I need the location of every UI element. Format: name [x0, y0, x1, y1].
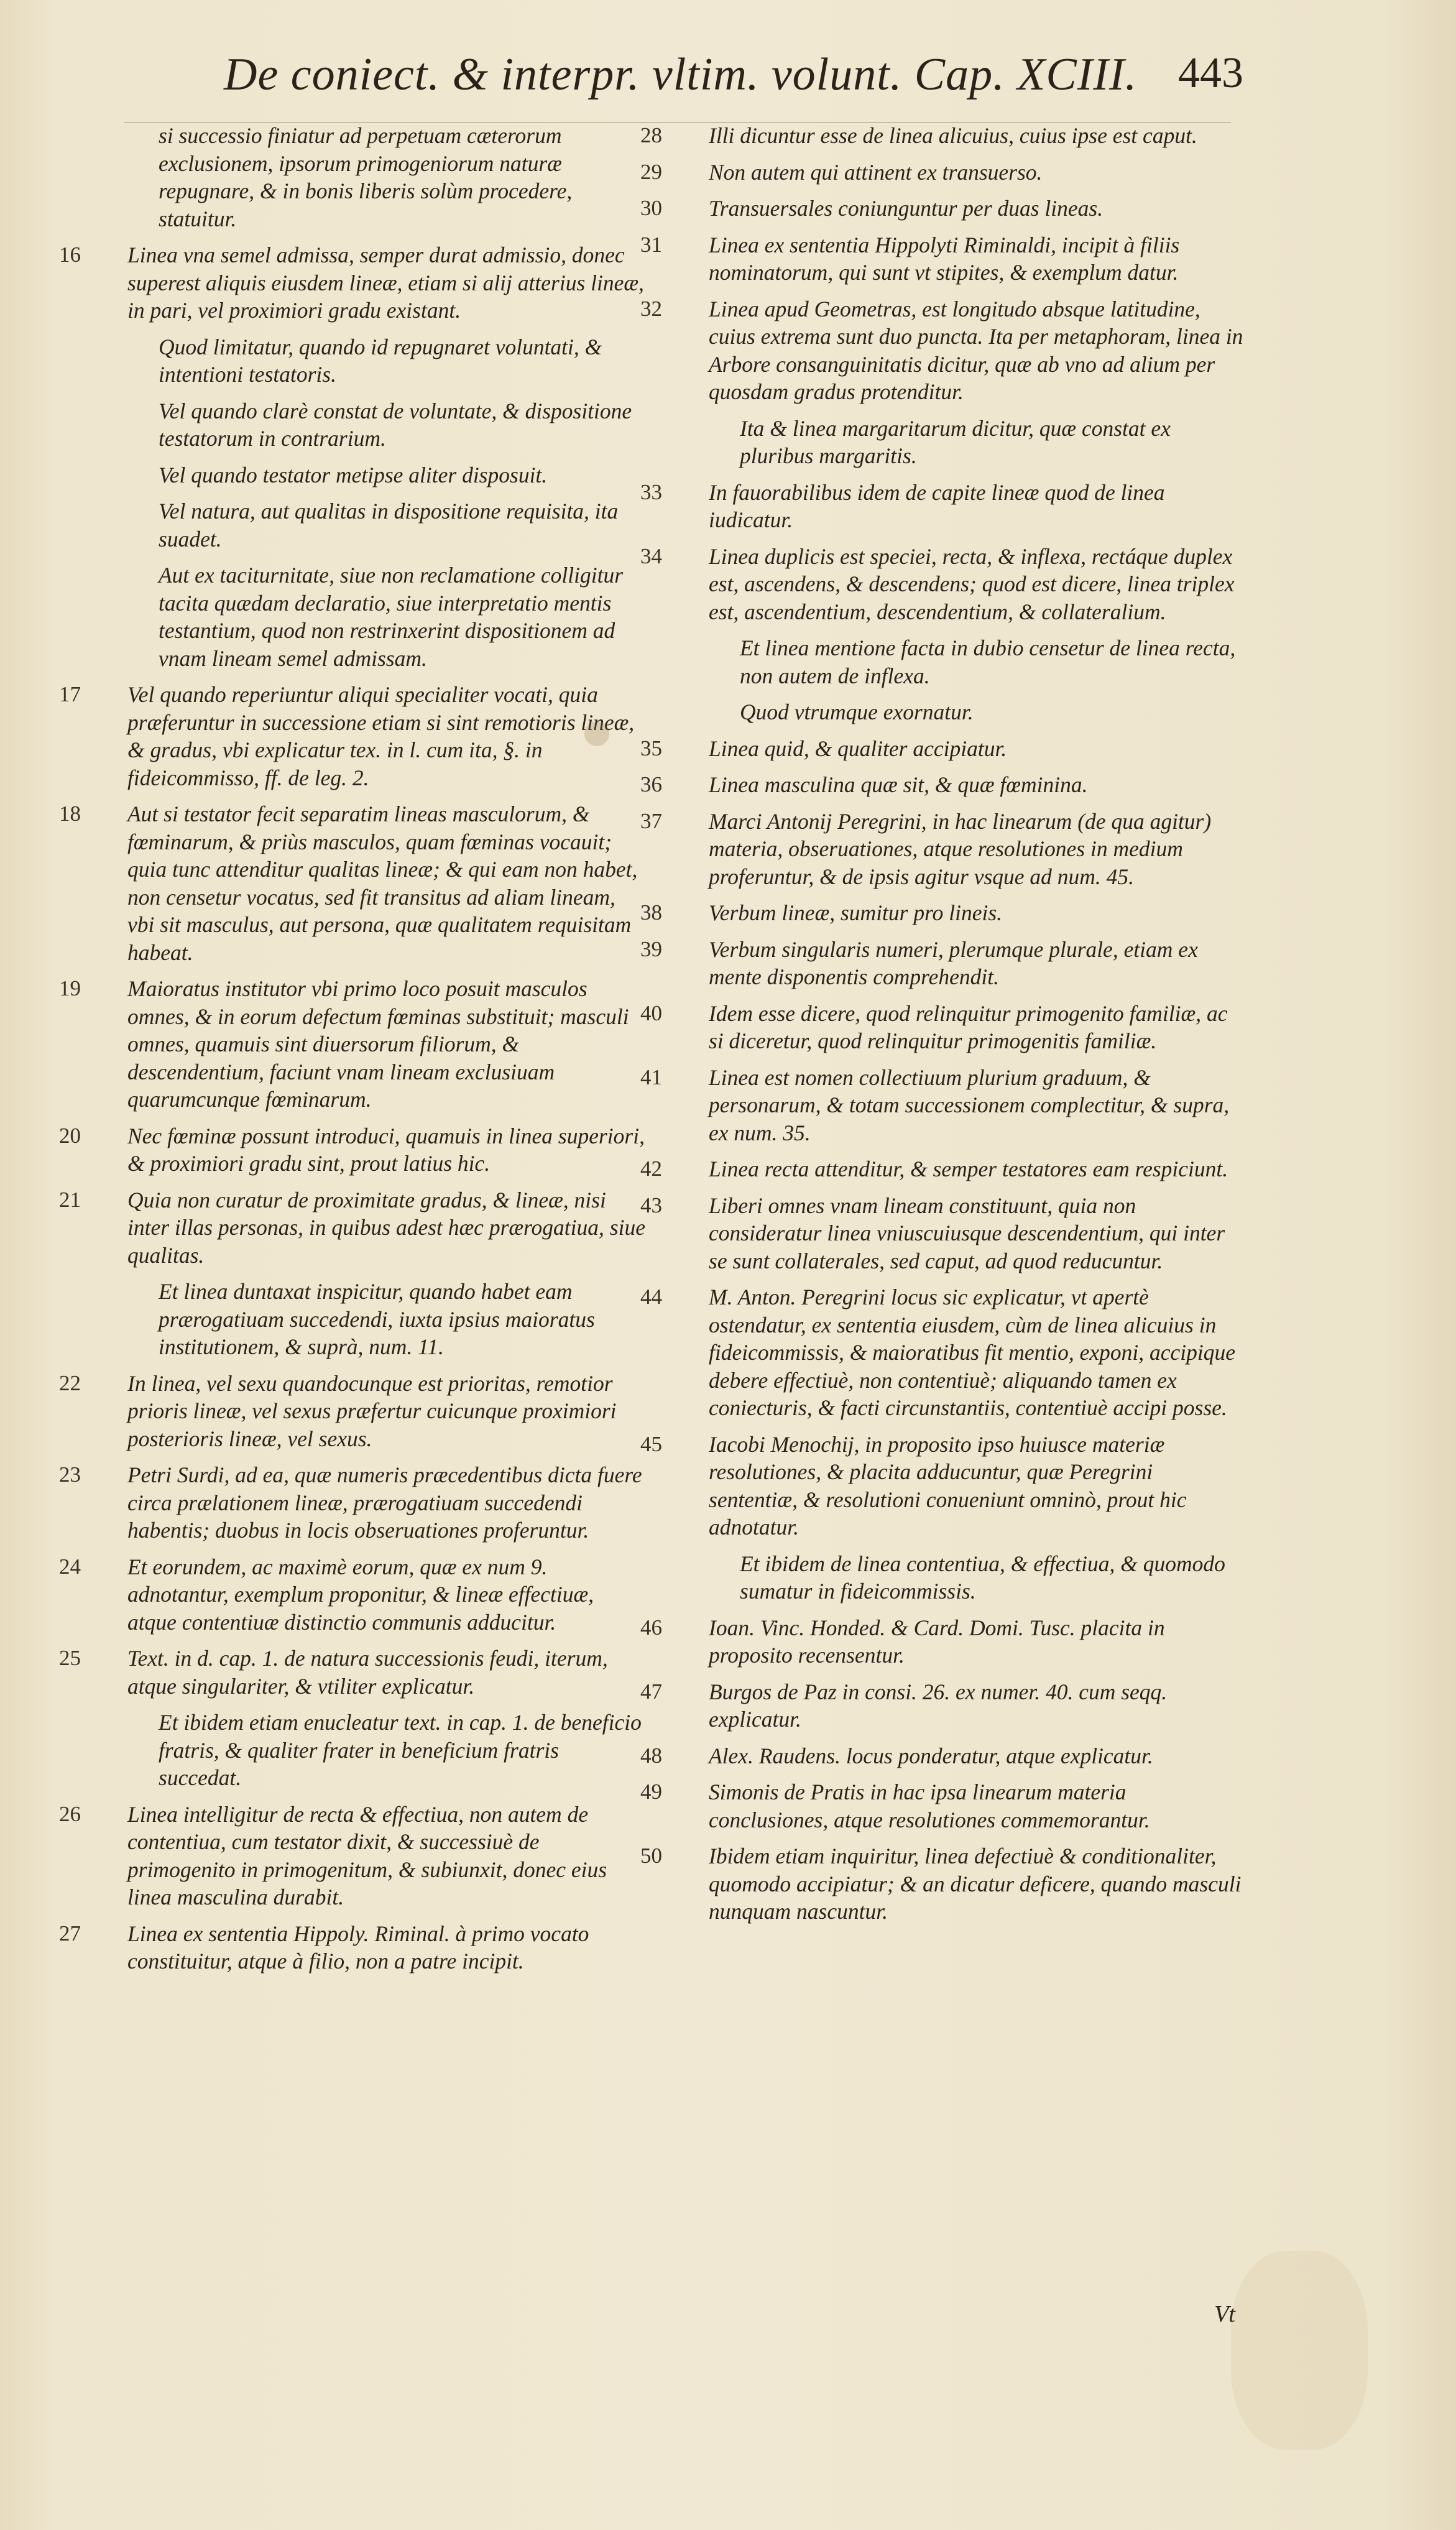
- entry-number: 38: [640, 900, 662, 925]
- entry-number: 27: [59, 1921, 81, 1946]
- summary-entry: [640, 1550, 1246, 1605]
- entry-number: 32: [640, 296, 662, 321]
- summary-entry: [59, 1461, 647, 1544]
- summary-entry: [59, 1186, 647, 1270]
- summary-entry: [59, 241, 647, 325]
- entry-text: Nec fœminæ possunt introduci, quamuis in linea superiori, & proximiori gradu sint, prout latius hic.: [127, 1123, 645, 1176]
- entry-number: 18: [59, 801, 81, 826]
- summary-entry: [640, 1431, 1246, 1541]
- summary-entry: [59, 1553, 647, 1637]
- entry-text: Illi dicuntur esse de linea alicuius, cuius ipse est caput.: [709, 123, 1197, 148]
- summary-entry: [59, 1278, 647, 1361]
- entry-text: Linea apud Geometras, est longitudo absque latitudine, cuius extrema sunt duo puncta. Ita per metaphoram, linea in Arbore consanguinitatis dicitur, quæ ab vno ad alium per quosdam gradus protenditur.: [709, 296, 1243, 404]
- summary-entry: [640, 415, 1246, 470]
- summary-entry: [59, 975, 647, 1114]
- entry-number: 28: [640, 123, 662, 147]
- entry-number: 26: [59, 1801, 81, 1826]
- summary-entry: [59, 1645, 647, 1700]
- entry-text: Vel quando testator metipse aliter disposuit.: [159, 462, 548, 487]
- entry-number: 35: [640, 736, 662, 760]
- entry-text: Transuersales coniunguntur per duas lineas.: [709, 196, 1104, 221]
- summary-entry: [640, 195, 1246, 223]
- entry-text: Et ibidem de linea contentiua, & effectiua, & quomodo sumatur in fideicommissis.: [740, 1551, 1225, 1604]
- entry-number: 33: [640, 479, 662, 504]
- entry-number: 41: [640, 1064, 662, 1089]
- entry-number: 25: [59, 1646, 81, 1670]
- summary-entry: [59, 333, 647, 389]
- entry-text: Quod vtrumque exornatur.: [740, 699, 974, 724]
- summary-entry: [59, 397, 647, 453]
- entry-text: Aut ex taciturnitate, siue non reclamatione colligitur tacita quædam declaratio, siue interpretatio mentis testantium, quod non restrinxerint dispositionem ad vnam lineam semel admissam.: [159, 563, 624, 671]
- summary-entry: [640, 634, 1246, 690]
- summary-entry: [640, 122, 1246, 150]
- entry-text: Aut si testator fecit separatim lineas masculorum, & fœminarum, & priùs masculos, quam fœminas vocauit; quia tunc attenditur qualitas lineæ; & qui eam non habet, non censetur vocatus, sed fit transitus ad aliam lineam, vbi sit masculus, aut persona, quæ qualitatem requisitam habeat.: [127, 801, 638, 965]
- entry-number: 16: [59, 242, 81, 267]
- entry-number: 24: [59, 1554, 81, 1579]
- entry-text: Linea quid, & qualiter accipiatur.: [709, 736, 1007, 761]
- entry-number: 50: [640, 1844, 662, 1868]
- summary-entry: [59, 1801, 647, 1911]
- entry-text: Maioratus institutor vbi primo loco posuit masculos omnes, & in eorum defectum fœminas substituit; masculi omnes, quamuis sint diuersorum filiorum, & descendentium, faciunt vnam lineam exclusiuam quarumcunque fœminarum.: [127, 976, 629, 1112]
- entry-text: Linea vna semel admissa, semper durat admissio, donec superest aliquis eiusdem lineæ, etiam si alij atterius lineæ, in pari, vel proximiori gradu existant.: [127, 242, 644, 323]
- entry-text: Non autem qui attinent ex transuerso.: [709, 159, 1043, 185]
- entry-text: Burgos de Paz in consi. 26. ex numer. 40. cum seqq. explicatur.: [709, 1679, 1168, 1732]
- entry-text: Petri Surdi, ad ea, quæ numeris præcedentibus dicta fuere circa prælationem lineæ, prærogatiuam succedendi habentis; duobus in locis obseruationes proferuntur.: [127, 1462, 642, 1543]
- entry-number: 40: [640, 1000, 662, 1025]
- summary-entry: [59, 561, 647, 672]
- summary-entry: [59, 461, 647, 489]
- summary-entry: [59, 497, 647, 553]
- summary-entry: [640, 1614, 1246, 1669]
- summary-entry: [59, 1370, 647, 1453]
- entry-number: 23: [59, 1462, 81, 1487]
- entry-text: M. Anton. Peregrini locus sic explicatur, vt apertè ostendatur, ex sententia eiusdem, cùm de linea alicuius in fideicommissis, & maioratibus fit mentio, exponi, accipique debere effectiuè, non contentiuè; aliquando tamen ex coniecturis, & facti circunstantiis, contentiuè accipi posse.: [709, 1285, 1235, 1420]
- entry-number: 42: [640, 1157, 662, 1181]
- catchword: Vt: [1214, 2301, 1235, 2327]
- entry-text: Vel quando clarè constat de voluntate, & dispositione testatorum in contrarium.: [159, 398, 632, 451]
- entry-text: Verbum lineæ, sumitur pro lineis.: [709, 900, 1003, 925]
- summary-entry: [640, 1155, 1246, 1183]
- summary-entry: [640, 1778, 1246, 1834]
- entry-text: Marci Antonij Peregrini, in hac linearum (de qua agitur) materia, obseruationes, atque resolutiones in medium proferuntur, & de ipsis agitur vsque ad num. 45.: [709, 808, 1212, 889]
- entry-number: 46: [640, 1615, 662, 1640]
- summary-entry: [640, 479, 1246, 534]
- entry-text: Iacobi Menochij, in proposito ipso huiusce materiæ resolutiones, & placita adducuntur, quæ Peregrini sententiæ, & resolutioni conueniunt omninò, prout hic adnotatur.: [709, 1431, 1187, 1540]
- entry-number: 49: [640, 1780, 662, 1804]
- entry-number: 17: [59, 682, 81, 706]
- summary-entry: [640, 808, 1246, 891]
- running-header: [224, 48, 1243, 117]
- entry-text: Linea intelligitur de recta & effectiua, non autem de contentiua, cum testator dixit, & successiuè de primogenito in primogenitum, & subiunxit, donec eius linea masculina durabit.: [127, 1801, 607, 1909]
- entry-number: 48: [640, 1743, 662, 1768]
- entry-text: Vel natura, aut qualitas in dispositione requisita, ita suadet.: [159, 499, 619, 552]
- entry-text: Ioan. Vinc. Honded. & Card. Domi. Tusc. placita in proposito recensentur.: [709, 1615, 1165, 1668]
- entry-text: Linea ex sententia Hippoly. Riminal. à primo vocato constituitur, atque à filio, non a patre incipit.: [127, 1921, 589, 1974]
- entry-number: 43: [640, 1193, 662, 1217]
- summary-entry: [59, 681, 647, 792]
- entry-text: Quia non curatur de proximitate gradus, & lineæ, nisi inter illas personas, in quibus adest hæc prærogatiua, siue qualitas.: [127, 1187, 645, 1268]
- entry-text: Simonis de Pratis in hac ipsa linearum materia conclusiones, atque resolutiones commemorantur.: [709, 1780, 1150, 1832]
- entry-number: 34: [640, 543, 662, 568]
- summary-entry: [640, 771, 1246, 799]
- summary-entry: [640, 1000, 1246, 1055]
- summary-entry: [59, 1709, 647, 1792]
- entry-number: 22: [59, 1370, 81, 1395]
- summary-entry: [640, 1192, 1246, 1275]
- summary-entry: [640, 1678, 1246, 1734]
- entry-number: 37: [640, 808, 662, 833]
- entry-text: Text. in d. cap. 1. de natura successionis feudi, iterum, atque singulariter, & vtiliter explicatur.: [127, 1646, 608, 1699]
- entry-text: Linea duplicis est speciei, recta, & inflexa, rectáque duplex est, ascendens, & descendens; quod est dicere, linea triplex est, ascendentium, descendentium, & collateralium.: [709, 543, 1235, 624]
- entry-text: Alex. Raudens. locus ponderatur, atque explicatur.: [709, 1743, 1153, 1768]
- paper-stain: [1231, 2251, 1368, 2450]
- entry-text: Ibidem etiam inquiritur, linea defectiuè & conditionaliter, quomodo accipiatur; & an dicatur deficere, quando masculi nunquam nascuntur.: [709, 1844, 1242, 1924]
- running-title: De coniect. & interpr. vltim. volunt. Cap. XCIII.: [224, 49, 1138, 100]
- summary-entry: [59, 1122, 647, 1178]
- entry-text: Idem esse dicere, quod relinquitur primogenito familiæ, ac si diceretur, quod relinquitur primogenitis familiæ.: [709, 1000, 1228, 1053]
- entry-text: Quod limitatur, quando id repugnaret voluntati, & intentioni testatoris.: [159, 334, 602, 387]
- summary-entry: [640, 1283, 1246, 1422]
- entry-text: Linea ex sententia Hippolyti Riminaldi, incipit à filiis nominatorum, qui sunt vt stipites, & exemplum datur.: [709, 232, 1180, 285]
- entry-text: In linea, vel sexu quandocunque est prioritas, remotior prioris lineæ, vel sexus præfertur cuicunque proximiori posterioris lineæ, vel sexus.: [127, 1370, 617, 1451]
- entry-number: 45: [640, 1431, 662, 1456]
- entry-number: 47: [640, 1679, 662, 1704]
- entry-text: Et ibidem etiam enucleatur text. in cap. 1. de beneficio fratris, & qualiter frater in beneficium fratris succedat.: [159, 1710, 642, 1790]
- page-number: 443: [1178, 49, 1243, 97]
- entry-number: 19: [59, 976, 81, 1000]
- entry-text: Et eorundem, ac maximè eorum, quæ ex num 9. adnotantur, exemplum proponitur, & lineæ effectiuæ, atque contentiuæ distinctio communis adducitur.: [127, 1554, 594, 1635]
- summary-entry: [640, 1742, 1246, 1770]
- summary-entry: [640, 159, 1246, 187]
- right-column: [640, 122, 1246, 1934]
- entry-text: Et linea mentione facta in dubio censetur de linea recta, non autem de inflexa.: [740, 635, 1236, 688]
- entry-text: Verbum singularis numeri, plerumque plurale, etiam ex mente disponentis comprehendit.: [709, 936, 1198, 989]
- summary-entry: [640, 231, 1246, 287]
- summary-entry: [59, 122, 647, 233]
- summary-entry: [640, 1064, 1246, 1147]
- entry-number: 44: [640, 1285, 662, 1309]
- entry-text: Vel quando reperiuntur aliqui specialiter vocati, quia præferuntur in successione etiam si sint remotioris lineæ, & gradus, vbi explicatur tex. in l. cum ita, §. in fideicommisso, ff. de leg. 2.: [127, 682, 635, 790]
- entry-number: 21: [59, 1187, 81, 1212]
- entry-text: In fauorabilibus idem de capite lineæ quod de linea iudicatur.: [709, 479, 1165, 532]
- summary-entry: [640, 936, 1246, 991]
- entry-number: 20: [59, 1123, 81, 1148]
- summary-entry: [640, 543, 1246, 626]
- entry-text: Liberi omnes vnam lineam constituunt, quia non consideratur linea vniuscuiusque descendentium, qui inter se sunt collaterales, sed caput, ad quod reducuntur.: [709, 1193, 1225, 1273]
- entry-number: 29: [640, 159, 662, 184]
- entry-text: Linea est nomen collectiuum plurium graduum, & personarum, & totam successionem complectitur, & supra, ex num. 35.: [709, 1064, 1230, 1145]
- entry-text: si successio finiatur ad perpetuam cæterorum exclusionem, ipsorum primogeniorum naturæ repugnare, & in bonis liberis solùm procedere, statuitur.: [159, 123, 573, 231]
- summary-entry: [59, 1920, 647, 1975]
- entry-number: 31: [640, 232, 662, 257]
- summary-entry: [640, 735, 1246, 763]
- summary-entry: [640, 295, 1246, 406]
- entry-text: Ita & linea margaritarum dicitur, quæ constat ex pluribus margaritis.: [740, 415, 1171, 468]
- paper-stain: [584, 721, 609, 746]
- entry-number: 39: [640, 936, 662, 961]
- entry-text: Linea masculina quæ sit, & quæ fœminina.: [709, 772, 1088, 797]
- summary-entry: [640, 1842, 1246, 1926]
- summary-entry: [640, 899, 1246, 927]
- entry-text: Linea recta attenditur, & semper testatores eam respiciunt.: [709, 1157, 1228, 1181]
- summary-entry: [640, 698, 1246, 726]
- left-column: [59, 122, 647, 1984]
- entry-text: Et linea duntaxat inspicitur, quando habet eam prærogatiuam succedendi, iuxta ipsius maioratus institutionem, & suprà, num. 11.: [159, 1279, 595, 1359]
- entry-number: 30: [640, 196, 662, 220]
- entry-number: 36: [640, 772, 662, 796]
- summary-entry: [59, 800, 647, 966]
